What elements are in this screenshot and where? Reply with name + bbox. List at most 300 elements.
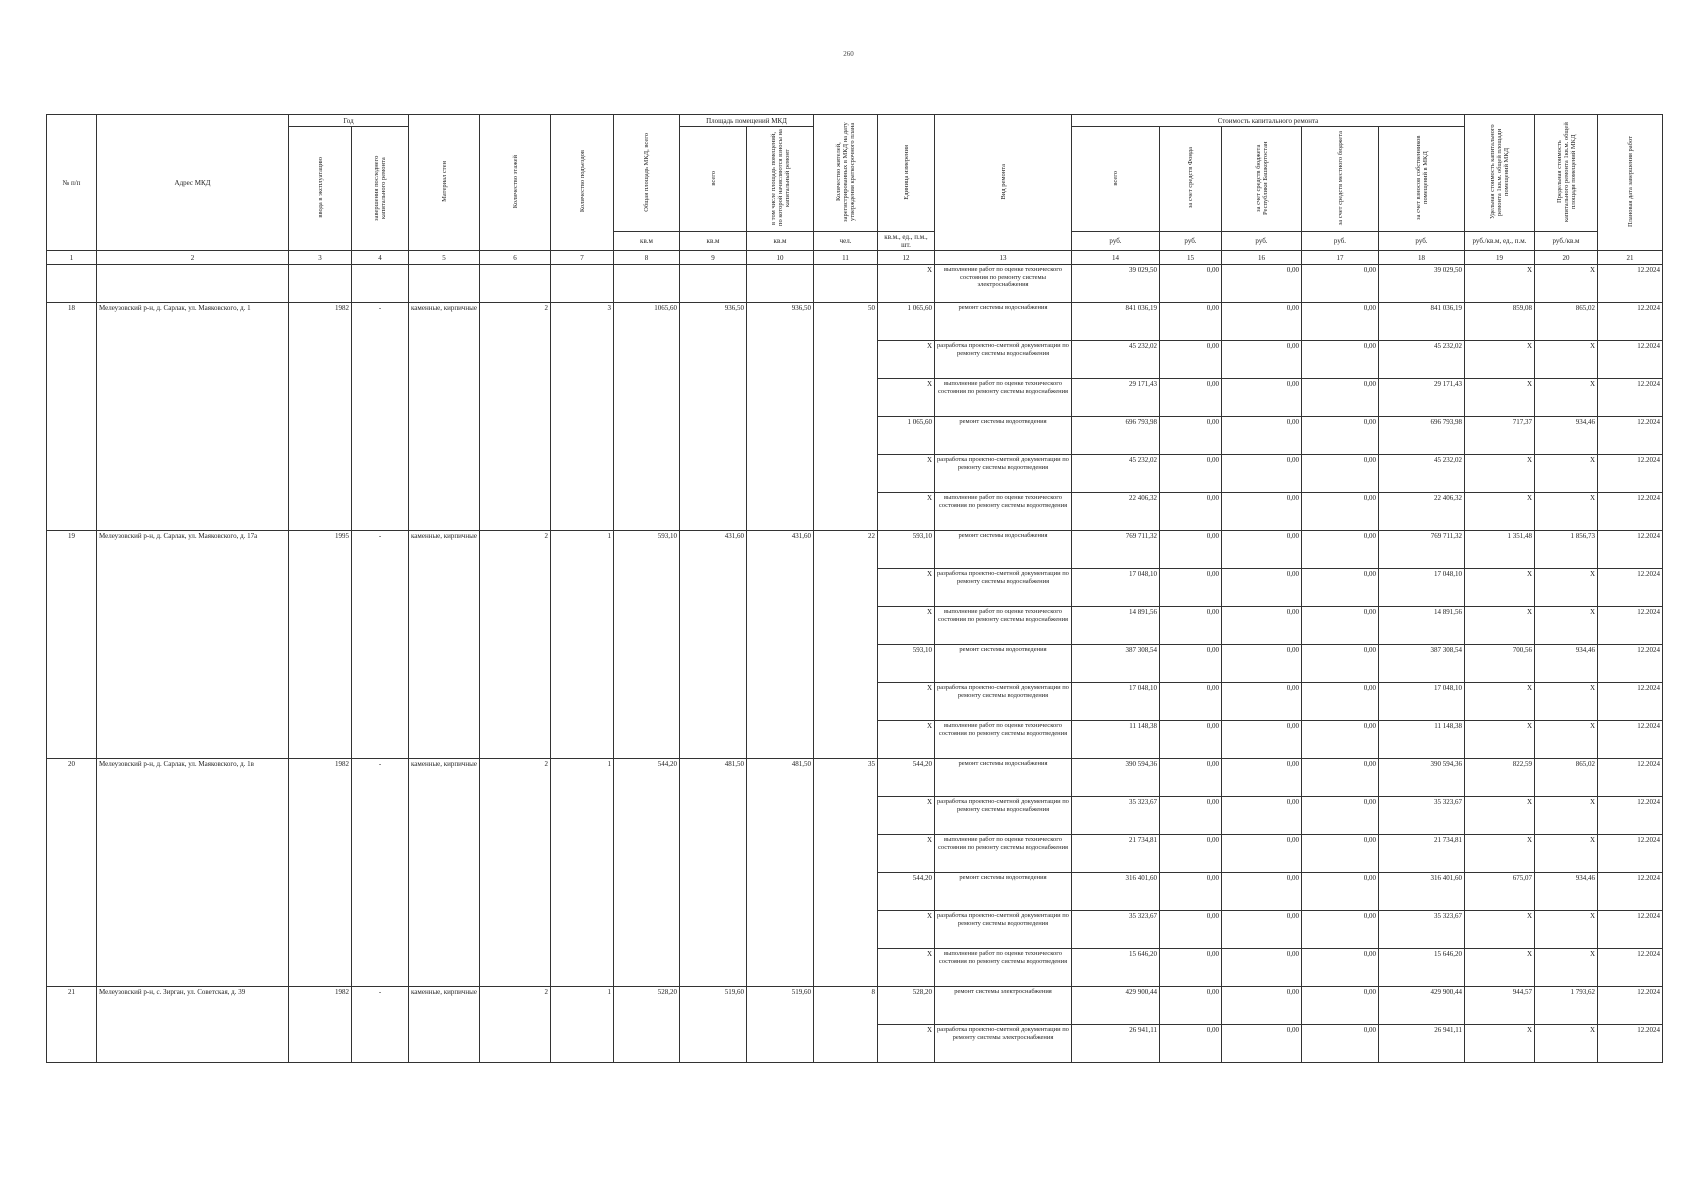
year-last-repair-cell [352,835,409,873]
year-commission-cell [289,607,352,645]
row-number [47,1025,97,1063]
cost-local-cell: 0,00 [1302,303,1379,341]
year-last-repair-cell [352,569,409,607]
premises-total-cell [680,721,747,759]
cost-total-cell: 29 171,43 [1072,379,1160,417]
floors-cell [480,417,551,455]
table-row [47,493,1663,531]
premises-total-cell: 431,60 [680,531,747,569]
max-cost-cell: X [1535,569,1598,607]
year-commission-cell: 1995 [289,531,352,569]
table-row [47,759,1663,797]
max-cost-cell: 934,46 [1535,417,1598,455]
address-cell [97,569,289,607]
year-commission-cell [289,721,352,759]
table-row [47,911,1663,949]
premises-total-cell [680,417,747,455]
cost-owners-cell: 696 793,98 [1379,417,1465,455]
year-commission-cell [289,341,352,379]
total-area-cell [614,873,680,911]
wall-material-cell [409,455,480,493]
cost-local-cell: 0,00 [1302,987,1379,1025]
table-row [47,569,1663,607]
table-row [47,607,1663,645]
cost-republic-cell: 0,00 [1222,303,1302,341]
header-address: Адрес МКД [97,115,289,251]
cost-owners-cell: 45 232,02 [1379,455,1465,493]
residents-cell [814,911,878,949]
work-area-cell: 593,10 [878,645,935,683]
cost-owners-cell: 17 048,10 [1379,683,1465,721]
cost-local-cell: 0,00 [1302,683,1379,721]
max-cost-cell: X [1535,341,1598,379]
work-type-cell: выполнение работ по оценке технического состояния по ремонту системы водоотведения [935,493,1072,531]
cost-republic-cell: 0,00 [1222,759,1302,797]
cost-owners-cell: 429 900,44 [1379,987,1465,1025]
residents-cell [814,683,878,721]
work-area-cell: 593,10 [878,531,935,569]
wall-material-cell: каменные, кирпичные [409,303,480,341]
work-type-cell: выполнение работ по оценке технического состояния по ремонту системы водоснабжения [935,835,1072,873]
cost-republic-cell: 0,00 [1222,341,1302,379]
wall-material-cell [409,797,480,835]
total-area-cell [614,341,680,379]
cost-total-cell: 17 048,10 [1072,683,1160,721]
cost-fund-cell: 0,00 [1160,493,1222,531]
cost-local-cell: 0,00 [1302,379,1379,417]
work-type-cell: разработка проектно-сметной документации по ремонту системы водоотведения [935,455,1072,493]
column-number-6: 6 [480,251,551,265]
header-cost-local: за счет средств местного бюджета [1302,127,1379,232]
premises-contrib-cell [747,911,814,949]
address-cell [97,607,289,645]
year-commission-cell [289,911,352,949]
unit-cost-cell: 717,37 [1465,417,1535,455]
cost-republic-cell: 0,00 [1222,569,1302,607]
max-cost-cell: 865,02 [1535,303,1598,341]
address-cell: Мелеузовский р-н, д. Сарлак, ул. Маяковского, д. 1в [97,759,289,797]
residents-cell [814,873,878,911]
work-area-cell: 528,20 [878,987,935,1025]
planned-date-cell: 12.2024 [1598,797,1663,835]
cost-fund-cell: 0,00 [1160,949,1222,987]
cost-republic-cell: 0,00 [1222,531,1302,569]
cost-republic-cell: 0,00 [1222,645,1302,683]
year-commission-cell [289,265,352,303]
year-last-repair-cell: - [352,759,409,797]
wall-material-cell [409,569,480,607]
table-row [47,455,1663,493]
address-cell [97,341,289,379]
cost-fund-cell: 0,00 [1160,911,1222,949]
cost-owners-cell: 15 646,20 [1379,949,1465,987]
cost-owners-cell: 22 406,32 [1379,493,1465,531]
work-type-cell: разработка проектно-сметной документации по ремонту системы водоснабжения [935,341,1072,379]
entrances-cell [551,341,614,379]
header-floors: Количество этажей [480,115,551,251]
residents-cell [814,797,878,835]
entrances-cell [551,911,614,949]
cost-fund-cell: 0,00 [1160,455,1222,493]
residents-cell [814,835,878,873]
row-number [47,797,97,835]
wall-material-cell [409,873,480,911]
cost-local-cell: 0,00 [1302,949,1379,987]
residents-cell: 8 [814,987,878,1025]
planned-date-cell: 12.2024 [1598,987,1663,1025]
row-number [47,379,97,417]
column-number-5: 5 [409,251,480,265]
header-residents: Количество жителей, зарегистрированных в МКД на дату утверждения краткосрочного плана [814,115,878,232]
cost-owners-cell: 21 734,81 [1379,835,1465,873]
planned-date-cell: 12.2024 [1598,873,1663,911]
cost-republic-cell: 0,00 [1222,417,1302,455]
premises-contrib-cell [747,1025,814,1063]
planned-date-cell: 12.2024 [1598,493,1663,531]
work-area-cell: X [878,721,935,759]
cost-republic-cell: 0,00 [1222,873,1302,911]
year-last-repair-cell [352,683,409,721]
premises-total-cell [680,683,747,721]
address-cell [97,417,289,455]
premises-total-cell [680,835,747,873]
column-number-12: 12 [878,251,935,265]
residents-cell: 50 [814,303,878,341]
year-last-repair-cell [352,455,409,493]
premises-total-cell [680,379,747,417]
column-number-14: 14 [1072,251,1160,265]
column-number-1: 1 [47,251,97,265]
unit-cost-cell: 700,56 [1465,645,1535,683]
premises-total-cell [680,911,747,949]
cost-total-cell: 35 323,67 [1072,911,1160,949]
year-commission-cell [289,683,352,721]
column-numbers-row [47,251,1663,265]
total-area-cell [614,721,680,759]
work-type-cell: ремонт системы водоснабжения [935,531,1072,569]
unit-total-area: кв.м [614,232,680,251]
unit-cost-cell: X [1465,341,1535,379]
total-area-cell [614,379,680,417]
table-row [47,835,1663,873]
max-cost-cell: 865,02 [1535,759,1598,797]
year-commission-cell [289,873,352,911]
cost-local-cell: 0,00 [1302,569,1379,607]
cost-local-cell: 0,00 [1302,911,1379,949]
cost-republic-cell: 0,00 [1222,911,1302,949]
cost-total-cell: 14 891,56 [1072,607,1160,645]
header-cost-owners: за счет взносов собственников помещений в МКД [1379,127,1465,232]
cost-local-cell: 0,00 [1302,341,1379,379]
residents-cell [814,1025,878,1063]
row-number [47,911,97,949]
unit-cost-cell: X [1465,1025,1535,1063]
row-number [47,265,97,303]
wall-material-cell [409,493,480,531]
unit-premises-total: кв.м [680,232,747,251]
wall-material-cell: каменные, кирпичные [409,987,480,1025]
planned-date-cell: 12.2024 [1598,721,1663,759]
row-number: 20 [47,759,97,797]
cost-total-cell: 387 308,54 [1072,645,1160,683]
header-total-area: Общая площадь МКД, всего [614,115,680,232]
premises-total-cell: 936,50 [680,303,747,341]
premises-contrib-cell [747,683,814,721]
planned-date-cell: 12.2024 [1598,303,1663,341]
total-area-cell [614,835,680,873]
planned-date-cell: 12.2024 [1598,1025,1663,1063]
header-num: № п/п [47,115,97,251]
entrances-cell [551,455,614,493]
cost-fund-cell: 0,00 [1160,379,1222,417]
table-row [47,683,1663,721]
cost-owners-cell: 45 232,02 [1379,341,1465,379]
planned-date-cell: 12.2024 [1598,911,1663,949]
premises-contrib-cell [747,873,814,911]
entrances-cell [551,265,614,303]
floors-cell [480,835,551,873]
unit-cost-cell: X [1465,721,1535,759]
cost-local-cell: 0,00 [1302,873,1379,911]
floors-cell [480,493,551,531]
column-number-9: 9 [680,251,747,265]
work-type-cell: выполнение работ по оценке технического состояния по ремонту системы водоотведения [935,949,1072,987]
work-area-cell: X [878,265,935,303]
entrances-cell: 3 [551,303,614,341]
address-cell [97,1025,289,1063]
address-cell [97,835,289,873]
cost-total-cell: 35 323,67 [1072,797,1160,835]
header-unit-cost: Удельная стоимость капитального ремонта 1кв.м. общей площади помещений МКД [1465,115,1535,232]
work-type-cell: разработка проектно-сметной документации по ремонту системы водоснабжения [935,569,1072,607]
residents-cell: 22 [814,531,878,569]
unit-cost-cell: X [1465,265,1535,303]
max-cost-cell: X [1535,493,1598,531]
address-cell [97,265,289,303]
cost-total-cell: 429 900,44 [1072,987,1160,1025]
unit-cost-cell: X [1465,455,1535,493]
cost-republic-cell: 0,00 [1222,721,1302,759]
floors-cell [480,455,551,493]
work-area-cell: 544,20 [878,759,935,797]
total-area-cell [614,683,680,721]
cost-fund-cell: 0,00 [1160,265,1222,303]
entrances-cell [551,645,614,683]
cost-local-cell: 0,00 [1302,645,1379,683]
column-number-17: 17 [1302,251,1379,265]
entrances-cell [551,721,614,759]
cost-owners-cell: 316 401,60 [1379,873,1465,911]
max-cost-cell: 934,46 [1535,873,1598,911]
unit-max-cost: руб./кв.м [1535,232,1598,251]
floors-cell [480,341,551,379]
cost-total-cell: 39 029,50 [1072,265,1160,303]
total-area-cell [614,949,680,987]
max-cost-cell: X [1535,911,1598,949]
wall-material-cell [409,417,480,455]
cost-fund-cell: 0,00 [1160,759,1222,797]
work-type-cell: ремонт системы водоотведения [935,873,1072,911]
unit-cost-cell: X [1465,835,1535,873]
cost-republic-cell: 0,00 [1222,835,1302,873]
unit-cost-cell: X [1465,683,1535,721]
header-premises-total: всего [680,127,747,232]
cost-owners-cell: 14 891,56 [1379,607,1465,645]
total-area-cell [614,645,680,683]
row-number: 21 [47,987,97,1025]
premises-contrib-cell [747,341,814,379]
total-area-cell: 544,20 [614,759,680,797]
cost-local-cell: 0,00 [1302,493,1379,531]
cost-local-cell: 0,00 [1302,455,1379,493]
column-number-19: 19 [1465,251,1535,265]
premises-contrib-cell [747,265,814,303]
work-area-cell: 544,20 [878,873,935,911]
wall-material-cell [409,911,480,949]
cost-total-cell: 841 036,19 [1072,303,1160,341]
cost-owners-cell: 387 308,54 [1379,645,1465,683]
cost-republic-cell: 0,00 [1222,379,1302,417]
wall-material-cell [409,265,480,303]
work-type-cell: разработка проектно-сметной документации по ремонту системы водоснабжения [935,797,1072,835]
cost-total-cell: 316 401,60 [1072,873,1160,911]
cost-owners-cell: 769 711,32 [1379,531,1465,569]
cost-local-cell: 0,00 [1302,417,1379,455]
cost-total-cell: 45 232,02 [1072,341,1160,379]
cost-fund-cell: 0,00 [1160,683,1222,721]
max-cost-cell: X [1535,265,1598,303]
total-area-cell [614,569,680,607]
residents-cell [814,493,878,531]
cost-owners-cell: 39 029,50 [1379,265,1465,303]
floors-cell [480,1025,551,1063]
column-number-21: 21 [1598,251,1663,265]
residents-cell [814,949,878,987]
planned-date-cell: 12.2024 [1598,607,1663,645]
column-number-20: 20 [1535,251,1598,265]
premises-total-cell [680,455,747,493]
year-last-repair-cell [352,379,409,417]
unit-cost-cell: X [1465,911,1535,949]
work-type-cell: выполнение работ по оценке технического состояния по ремонту системы водоснабжения [935,379,1072,417]
header-max-cost: Предельная стоимость капитального ремонта 1кв.м. общей площади помещений МКД [1535,115,1598,232]
wall-material-cell [409,683,480,721]
cost-republic-cell: 0,00 [1222,797,1302,835]
max-cost-cell: X [1535,835,1598,873]
cost-total-cell: 390 594,36 [1072,759,1160,797]
premises-contrib-cell [747,607,814,645]
year-last-repair-cell [352,607,409,645]
premises-contrib-cell [747,417,814,455]
work-area-cell: X [878,607,935,645]
year-last-repair-cell [352,645,409,683]
cost-fund-cell: 0,00 [1160,645,1222,683]
year-commission-cell: 1982 [289,987,352,1025]
row-number [47,949,97,987]
address-cell [97,493,289,531]
year-last-repair-cell [352,493,409,531]
total-area-cell: 1065,60 [614,303,680,341]
entrances-cell [551,797,614,835]
work-type-cell: выполнение работ по оценке технического состояния по ремонту системы водоснабжения [935,607,1072,645]
planned-date-cell: 12.2024 [1598,835,1663,873]
entrances-cell: 1 [551,531,614,569]
table-row [47,341,1663,379]
row-number: 18 [47,303,97,341]
premises-contrib-cell [747,797,814,835]
total-area-cell [614,455,680,493]
address-cell [97,949,289,987]
premises-contrib-cell [747,493,814,531]
cost-republic-cell: 0,00 [1222,1025,1302,1063]
row-number [47,493,97,531]
row-number [47,341,97,379]
year-last-repair-cell [352,417,409,455]
work-area-cell: X [878,683,935,721]
row-number [47,873,97,911]
entrances-cell [551,569,614,607]
wall-material-cell [409,607,480,645]
entrances-cell [551,379,614,417]
address-cell: Мелеузовский р-н, д. Сарлак, ул. Маяковского, д. 17а [97,531,289,569]
header-work-area: Единица измерения [878,115,935,232]
planned-date-cell: 12.2024 [1598,417,1663,455]
cost-republic-cell: 0,00 [1222,265,1302,303]
unit-cost-republic: руб. [1222,232,1302,251]
cost-owners-cell: 11 148,38 [1379,721,1465,759]
cost-local-cell: 0,00 [1302,1025,1379,1063]
cost-republic-cell: 0,00 [1222,987,1302,1025]
total-area-cell: 528,20 [614,987,680,1025]
unit-cost-cell: 822,59 [1465,759,1535,797]
column-number-15: 15 [1160,251,1222,265]
row-number [47,569,97,607]
year-last-repair-cell [352,341,409,379]
total-area-cell [614,417,680,455]
work-area-cell: 1 065,60 [878,303,935,341]
work-type-cell: ремонт системы водоснабжения [935,759,1072,797]
premises-contrib-cell [747,569,814,607]
unit-cost-cell: X [1465,949,1535,987]
year-commission-cell [289,569,352,607]
cost-total-cell: 21 734,81 [1072,835,1160,873]
work-area-cell: X [878,835,935,873]
premises-total-cell [680,265,747,303]
cost-fund-cell: 0,00 [1160,607,1222,645]
cost-fund-cell: 0,00 [1160,987,1222,1025]
floors-cell: 2 [480,759,551,797]
address-cell [97,379,289,417]
cost-owners-cell: 390 594,36 [1379,759,1465,797]
table-row [47,379,1663,417]
header-entrances: Количество подъездов [551,115,614,251]
column-number-2: 2 [97,251,289,265]
residents-cell [814,417,878,455]
floors-cell [480,379,551,417]
premises-total-cell [680,645,747,683]
cost-total-cell: 15 646,20 [1072,949,1160,987]
work-type-cell: разработка проектно-сметной документации по ремонту системы электроснабжения [935,1025,1072,1063]
row-number [47,607,97,645]
year-last-repair-cell: - [352,987,409,1025]
entrances-cell [551,607,614,645]
planned-date-cell: 12.2024 [1598,683,1663,721]
entrances-cell [551,1025,614,1063]
residents-cell [814,645,878,683]
header-wall-material: Материал стен [409,115,480,251]
table-header [47,115,1663,265]
cost-republic-cell: 0,00 [1222,949,1302,987]
